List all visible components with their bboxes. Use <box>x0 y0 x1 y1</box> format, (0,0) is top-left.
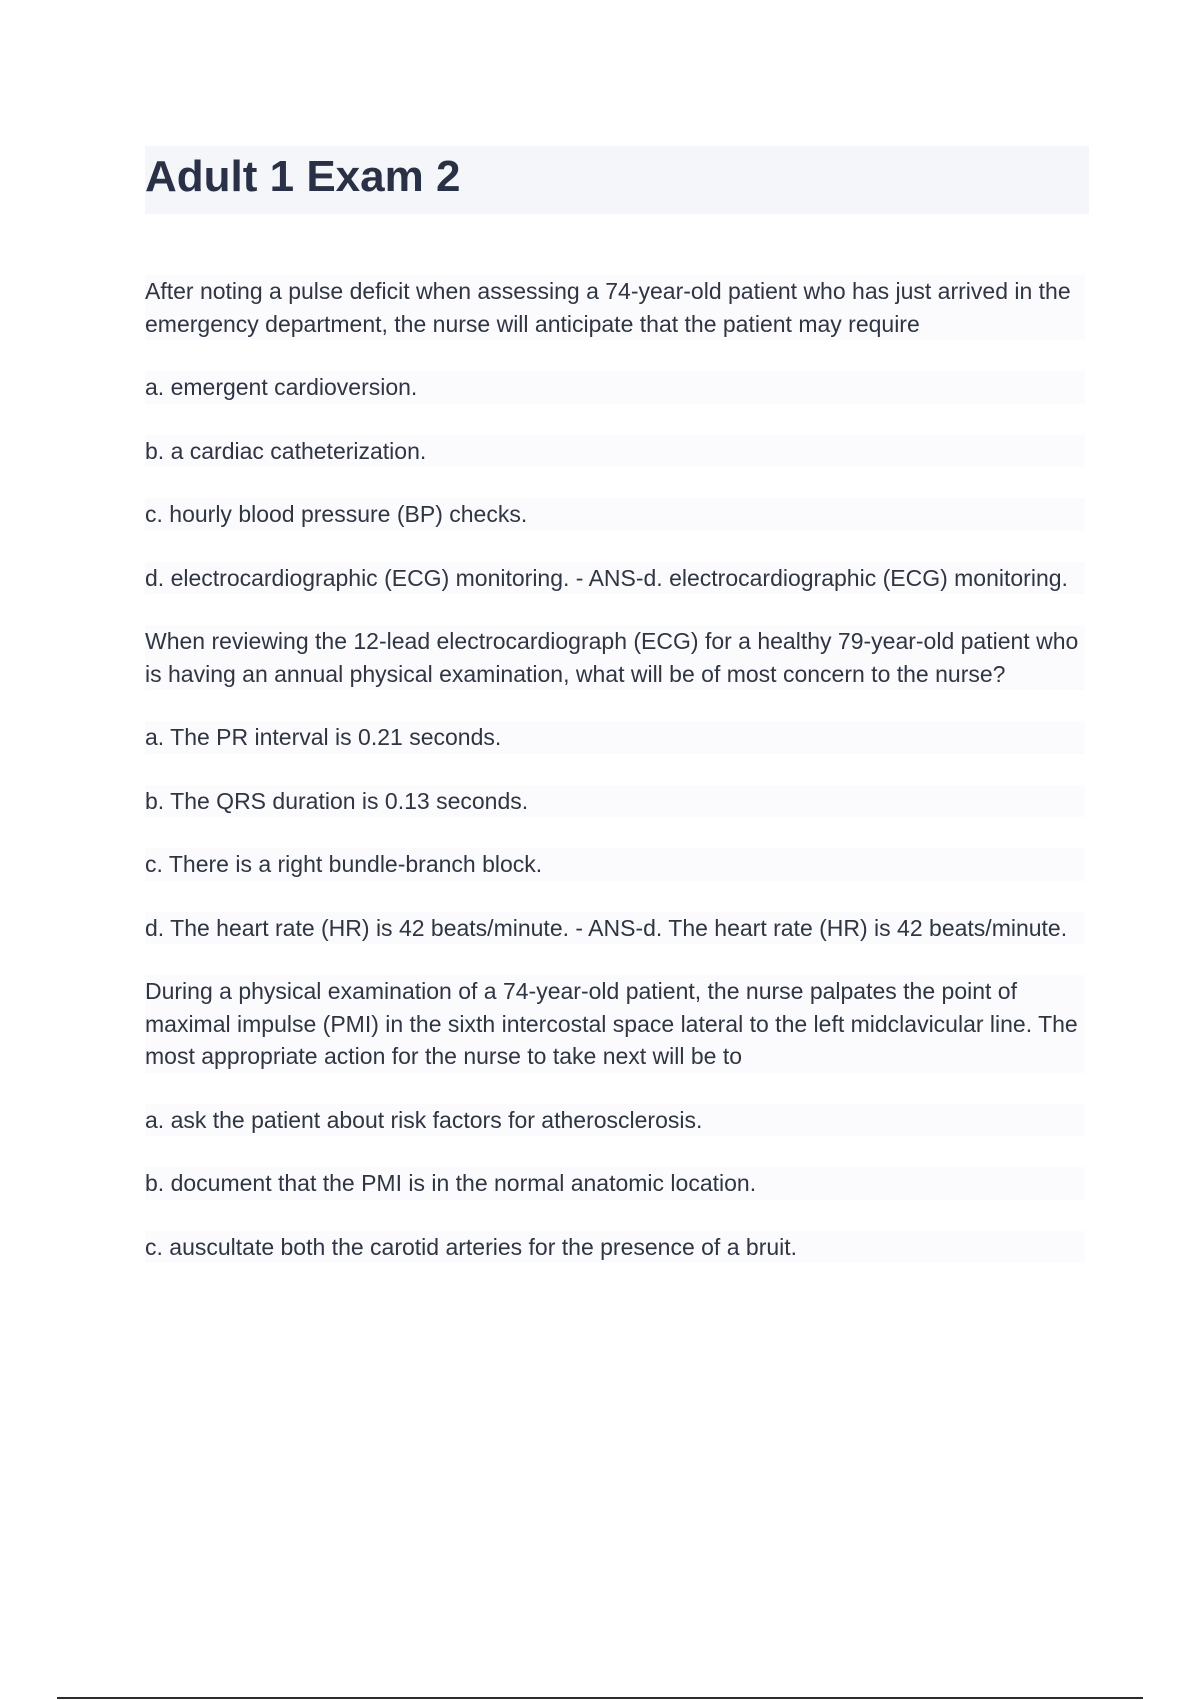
answer-option: c. auscultate both the carotid arteries for the presence of a bruit. <box>145 1231 1085 1264</box>
document-body <box>145 275 1085 1294</box>
answer-option: b. The QRS duration is 0.13 seconds. <box>145 785 1085 818</box>
answer-option: a. The PR interval is 0.21 seconds. <box>145 721 1085 754</box>
answer-option: c. hourly blood pressure (BP) checks. <box>145 498 1085 531</box>
page-title: Adult 1 Exam 2 <box>145 152 461 201</box>
title-block <box>145 146 1089 214</box>
answer-option: c. There is a right bundle-branch block. <box>145 848 1085 881</box>
answer-option-with-key: d. electrocardiographic (ECG) monitoring. - ANS-d. electrocardiographic (ECG) monitoring. <box>145 562 1085 595</box>
answer-option: b. a cardiac catheterization. <box>145 435 1085 468</box>
answer-option: a. ask the patient about risk factors for atherosclerosis. <box>145 1104 1085 1137</box>
answer-option: b. document that the PMI is in the normal anatomic location. <box>145 1167 1085 1200</box>
question-stem: After noting a pulse deficit when assessing a 74-year-old patient who has just arrived in the emergency department, the nurse will anticipate that the patient may require <box>145 275 1085 340</box>
page-bottom-divider <box>57 1697 1143 1699</box>
question-stem: When reviewing the 12-lead electrocardiograph (ECG) for a healthy 79-year-old patient who is having an annual physical examination, what will be of most concern to the nurse? <box>145 625 1085 690</box>
answer-option-with-key: d. The heart rate (HR) is 42 beats/minute. - ANS-d. The heart rate (HR) is 42 beats/minute. <box>145 912 1085 945</box>
answer-option: a. emergent cardioversion. <box>145 371 1085 404</box>
question-stem: During a physical examination of a 74-year-old patient, the nurse palpates the point of maximal impulse (PMI) in the sixth intercostal space lateral to the left midclavicular line. The most appropriate action for the nurse to take next will be to <box>145 975 1085 1073</box>
